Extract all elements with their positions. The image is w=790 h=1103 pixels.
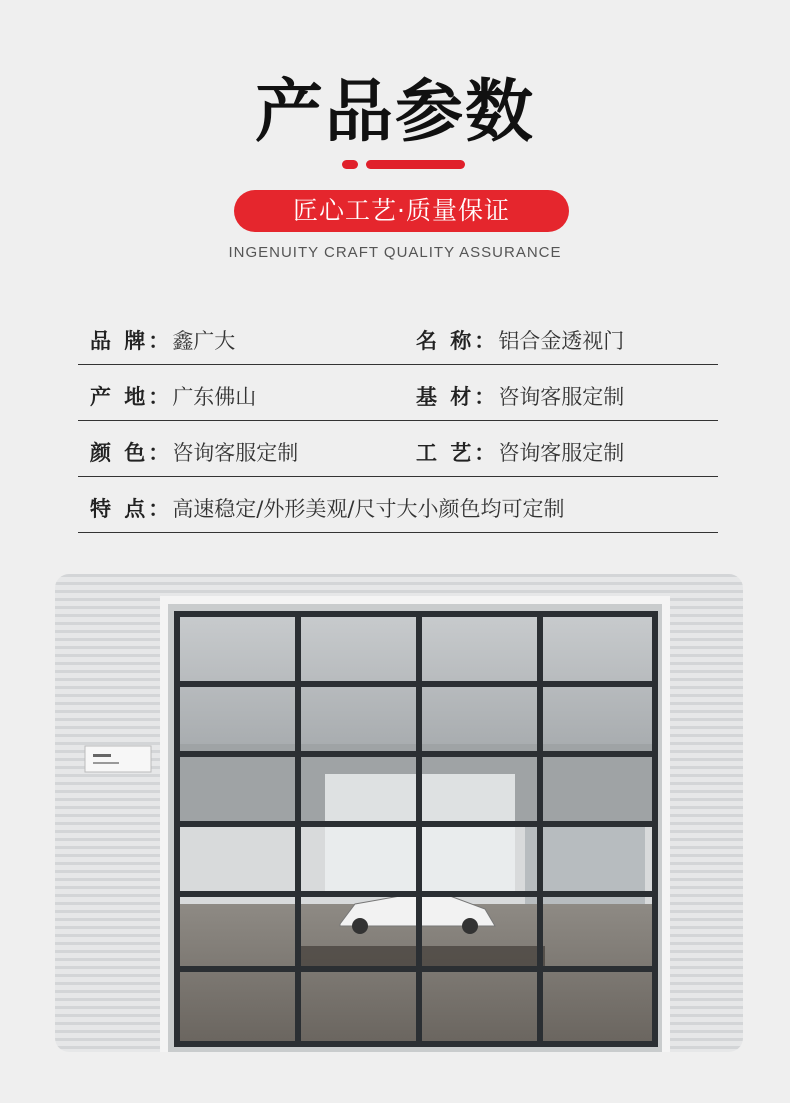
spec-key: 颜 色：	[90, 441, 173, 465]
spec-cell	[416, 381, 624, 411]
decor-dot	[342, 160, 358, 169]
spec-cell	[90, 493, 564, 523]
spec-value: 广东佛山	[172, 385, 257, 409]
spec-cell	[90, 437, 298, 467]
spec-cell	[416, 437, 624, 467]
product-photo	[55, 574, 743, 1052]
quality-badge: 匠心工艺·质量保证	[234, 190, 569, 232]
spec-value: 咨询客服定制	[172, 441, 299, 465]
spec-row	[78, 421, 718, 477]
spec-key: 品 牌：	[90, 329, 173, 353]
decor-bar	[366, 160, 465, 169]
glass-door-illustration	[55, 574, 743, 1052]
spec-value: 高速稳定/外形美观/尺寸大小颜色均可定制	[172, 497, 565, 521]
spec-key: 特 点：	[90, 497, 173, 521]
spec-row	[78, 365, 718, 421]
spec-value: 鑫广大	[172, 329, 236, 353]
spec-cell	[416, 325, 624, 355]
spec-cell	[90, 325, 235, 355]
spec-key: 工 艺：	[416, 441, 499, 465]
spec-value: 咨询客服定制	[498, 385, 625, 409]
spec-key: 产 地：	[90, 385, 173, 409]
spec-row	[78, 309, 718, 365]
spec-row	[78, 477, 718, 533]
spec-table	[78, 309, 718, 533]
spec-key: 名 称：	[416, 329, 499, 353]
page-title: 产品参数	[254, 73, 535, 152]
page-subtitle: INGENUITY CRAFT QUALITY ASSURANCE	[228, 244, 562, 261]
spec-cell	[90, 381, 256, 411]
spec-key: 基 材：	[416, 385, 499, 409]
spec-value: 铝合金透视门	[498, 329, 625, 353]
spec-value: 咨询客服定制	[498, 441, 625, 465]
